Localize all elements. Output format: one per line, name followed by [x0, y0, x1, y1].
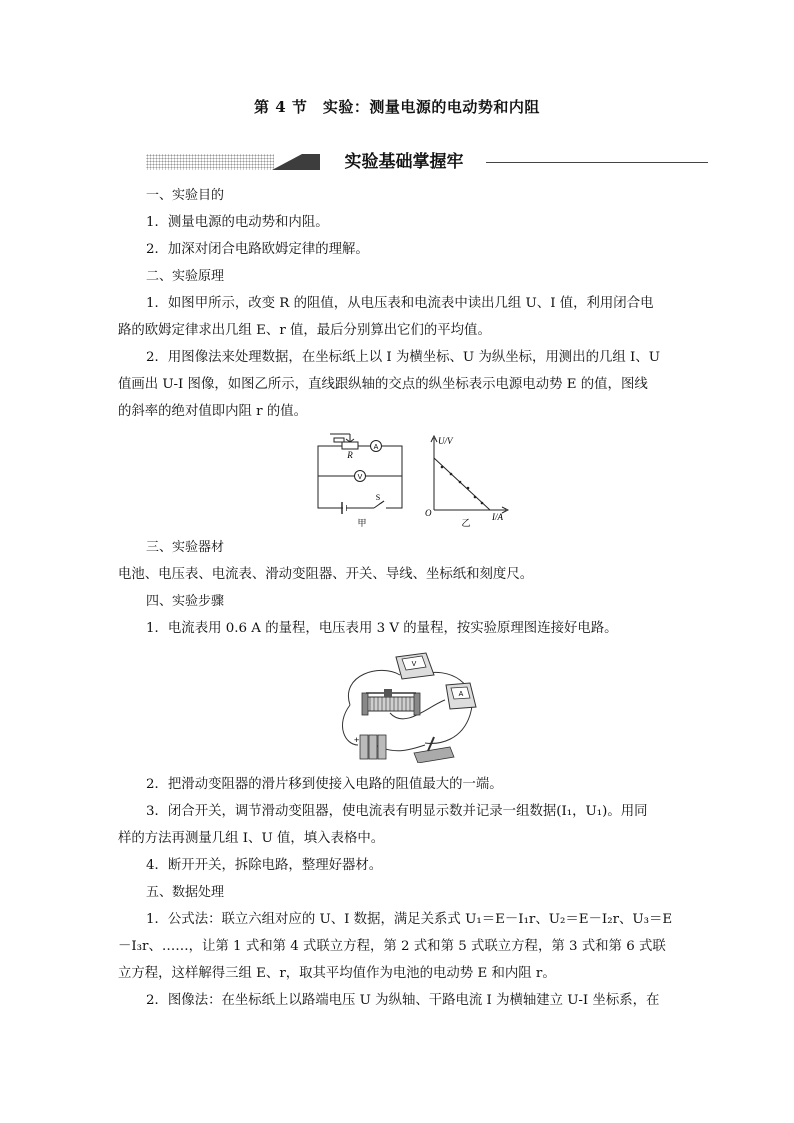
section-banner [146, 150, 708, 174]
section-title: 第 4 节 实验：测量电源的电动势和内阻 [254, 98, 540, 116]
data-point [467, 487, 470, 490]
switch-label: S [375, 493, 381, 502]
paragraph-line: 样的方法再测量几组 I、U 值，填入表格中。 [118, 831, 385, 846]
battery-gap [343, 505, 346, 511]
paragraph-line: 的斜率的绝对值即内阻 r 的值。 [118, 404, 307, 419]
data-point [481, 502, 484, 505]
paragraph-line: 立方程，这样解得三组 E、r，取其平均值作为电池的电动势 E 和内阻 r。 [118, 966, 556, 981]
voltmeter-device-label: V [411, 661, 417, 668]
battery-plus-label: + [354, 735, 360, 745]
paragraph-line: 2．用图像法来处理数据，在坐标纸上以 I 为横坐标、U 为纵坐标，用测出的几组 I、U [146, 350, 660, 365]
heading-data-processing: 五、数据处理 [146, 885, 225, 900]
paragraph-line: 2．把滑动变阻器的滑片移到使接入电路的阻值最大的一端。 [146, 777, 503, 792]
paragraph-line: 1．电流表用 0.6 A 的量程，电压表用 3 V 的量程，按实验原理图连接好电路。 [146, 621, 618, 636]
switch-device [414, 737, 454, 763]
paragraph-line: 3．闭合开关，调节滑动变阻器，使电流表有明显示数并记录一组数据(I₁，U₁)。用同 [146, 804, 648, 819]
heading-equipment: 三、实验器材 [146, 540, 225, 555]
circuit-diagram-jia [312, 430, 412, 530]
ammeter-label: A [373, 444, 379, 451]
resistor-R [342, 442, 358, 449]
paragraph-line: 1．测量电源的电动势和内阻。 [146, 215, 329, 230]
voltmeter-label: V [357, 474, 363, 481]
rheostat-box [334, 438, 344, 442]
resistor-label: R [347, 450, 353, 460]
voltmeter-device [396, 653, 434, 679]
banner-label: 实验基础掌握牢 [320, 150, 488, 174]
ammeter-device [446, 683, 476, 709]
ammeter-device-label: A [458, 691, 464, 698]
heading-purpose: 一、实验目的 [146, 188, 225, 203]
figure-caption-yi: 乙 [461, 519, 471, 529]
banner-rule [486, 162, 708, 163]
origin-label: O [425, 508, 432, 518]
paragraph-line: 4．断开开关，拆除电路，整理好器材。 [146, 858, 383, 873]
rheostat-slider [346, 434, 354, 442]
heading-steps: 四、实验步骤 [146, 594, 225, 609]
paragraph-line: 值画出 U-I 图像，如图乙所示，直线跟纵轴的交点的纵坐标表示电源电动势 E 的值，图线 [118, 377, 648, 392]
paragraph-line: 2．图像法：在坐标纸上以路端电压 U 为纵轴、干路电流 I 为横轴建立 U-I 坐标系，在 [146, 993, 660, 1008]
x-axis-label: I/A [492, 512, 503, 522]
data-point [459, 481, 462, 484]
paragraph-line: 2．加深对闭合电路欧姆定律的理解。 [146, 242, 369, 257]
paragraph-line: 路的欧姆定律求出几组 E、r 值，最后分别算出它们的平均值。 [118, 323, 491, 338]
data-point [441, 466, 444, 469]
data-point [450, 473, 453, 476]
paragraph-line: 电池、电压表、电流表、滑动变阻器、开关、导线、坐标纸和刻度尺。 [118, 567, 534, 582]
paragraph-line: 1．如图甲所示，改变 R 的阻值，从电压表和电流表中读出几组 U、I 值，利用闭合电 [146, 296, 654, 311]
rheostat-device [362, 689, 420, 715]
ui-graph-yi [420, 430, 520, 530]
figure-caption-jia: 甲 [357, 519, 367, 529]
battery-pack [354, 735, 386, 759]
paragraph-line: 1．公式法：联立六组对应的 U、I 数据，满足关系式 U₁＝E－I₁r、U₂＝E－I₂r、U₃＝E [146, 912, 673, 927]
heading-principle: 二、实验原理 [146, 269, 225, 284]
apparatus-illustration [330, 645, 490, 763]
y-axis-label: U/V [438, 436, 453, 446]
data-point [474, 496, 477, 499]
paragraph-line: －I₃r、……，让第 1 式和第 4 式联立方程，第 2 式和第 5 式联立方程，第 3 式和第 6 式联 [118, 939, 666, 954]
y-axis [431, 436, 437, 510]
banner-dots [146, 154, 274, 170]
